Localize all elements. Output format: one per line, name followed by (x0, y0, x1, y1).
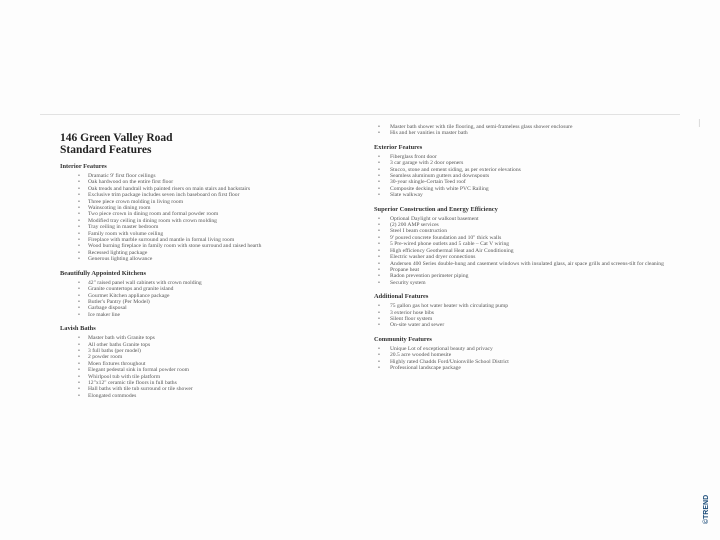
feature-item: • Unique Lot of exceptional beauty and privacy (374, 346, 674, 352)
feature-item: • Three piece crown molding in living room (60, 199, 360, 205)
feature-item: • Slate walkway (374, 192, 674, 198)
left-column (60, 124, 360, 399)
feature-item: • Silent floor system (374, 316, 674, 322)
feature-item: • Security system (374, 280, 674, 286)
feature-item: • Oak treads and handrail with painted risers on main stairs and backstairs (60, 186, 360, 192)
title-address: 146 Green Valley Road (60, 132, 173, 144)
feature-item: • Stucco, stone and cement siding, as per exterior elevations (374, 167, 674, 173)
feature-item: • 75 gallon gas hot water heater with circulating pump (374, 303, 674, 309)
feature-list (60, 335, 360, 399)
right-column (374, 124, 674, 371)
feature-section (374, 124, 674, 137)
feature-item: • Moen fixtures throughout (60, 361, 360, 367)
feature-item: • Modified tray ceiling in dining room with crown molding (60, 218, 360, 224)
feature-item: • His and her vanities in master bath (374, 130, 674, 136)
section-heading: Superior Construction and Energy Efficiency (374, 205, 498, 213)
feature-item: • 20.5 acre wooded homesite (374, 352, 674, 358)
feature-item: • Fiberglass front door (374, 154, 674, 160)
feature-item: • Garbage disposal (60, 305, 360, 311)
feature-list (374, 124, 674, 137)
feature-section (374, 144, 674, 199)
feature-item: • Propane heat (374, 267, 674, 273)
feature-item: • Fireplace with marble surround and mantle in formal living room (60, 237, 360, 243)
feature-item: • Granite countertops and granite island (60, 286, 360, 292)
feature-item: • 12"x12" ceramic tile floors in full baths (60, 380, 360, 386)
feature-item: • Wainscoting in dining room (60, 205, 360, 211)
feature-item: • Ice maker line (60, 312, 360, 318)
feature-item: • Master bath shower with tile flooring, and semi-frameless glass shower enclosure (374, 124, 674, 130)
feature-item: • 3 full baths (per model) (60, 348, 360, 354)
feature-item: • Generous lighting allowance (60, 256, 360, 262)
feature-item: • Professional landscape package (374, 365, 674, 371)
feature-list (60, 280, 360, 318)
corner-mark: | (698, 118, 700, 127)
feature-item: • Wood burning fireplace in family room with stone surround and raised hearth (60, 243, 360, 249)
feature-item: • Oak hardwood on the entire first floor (60, 179, 360, 185)
feature-item: • All other baths Granite tops (60, 342, 360, 348)
feature-list (60, 173, 360, 263)
section-heading: Community Features (374, 335, 432, 343)
feature-item: • Butler's Pantry (Per Model) (60, 299, 360, 305)
feature-item: • Exclusive trim package includes seven inch baseboard on first floor (60, 192, 360, 198)
section-heading: Exterior Features (374, 143, 423, 151)
feature-item: • Elongated commodes (60, 393, 360, 399)
feature-item: • Tray ceiling in master bedroom (60, 224, 360, 230)
feature-item: • 3 exterior hose bibs (374, 310, 674, 316)
feature-item: • Recessed lighting package (60, 250, 360, 256)
feature-item: • Dramatic 9' first floor ceilings (60, 173, 360, 179)
feature-item: • 42" raised panel wall cabinets with crown molding (60, 280, 360, 286)
feature-section (60, 325, 360, 399)
section-heading: Lavish Baths (60, 325, 96, 333)
feature-list (374, 346, 674, 372)
title-subtitle: Standard Features (60, 144, 152, 156)
feature-item: • Whirlpool tub with tile platform (60, 374, 360, 380)
feature-item: • Master bath with Granite tops (60, 335, 360, 341)
feature-item: • Andersen 400 Series double-hung and casement windows with insulated glass, air space grills and screens-tilt for cleaning (374, 261, 674, 267)
trend-logo (702, 488, 712, 530)
feature-item: • Family room with volume ceiling (60, 231, 360, 237)
feature-item: • 5 Pre-wired phone outlets and 5 cable – Cat V wiring (374, 241, 674, 247)
feature-item: • 3 car garage with 2 door openers (374, 160, 674, 166)
section-heading: Additional Features (374, 293, 429, 301)
feature-item: • Composite decking with white PVC Railing (374, 186, 674, 192)
scan-divider (40, 114, 680, 115)
feature-item: • Electric washer and dryer connections (374, 254, 674, 260)
feature-item: • High efficiency Geothermal Heat and Air Conditioning (374, 248, 674, 254)
right-sections (374, 124, 674, 371)
feature-item: • Radon prevention perimeter piping (374, 273, 674, 279)
feature-item: • Gourmet Kitchen appliance package (60, 293, 360, 299)
feature-item: • Two piece crown in dining room and formal powder room (60, 211, 360, 217)
logo-text: ©TREND (703, 494, 711, 524)
feature-item: • On-site water and sewer (374, 322, 674, 328)
feature-section (374, 336, 674, 372)
feature-item: • 2 powder room (60, 354, 360, 360)
page-title (60, 132, 360, 156)
feature-item: • Optional Daylight or walkout basement (374, 216, 674, 222)
feature-section (374, 206, 674, 286)
feature-section (60, 270, 360, 318)
feature-item: • Highly rated Chadds Ford/Unionville School District (374, 359, 674, 365)
feature-item: • Elegant pedestal sink in formal powder room (60, 367, 360, 373)
section-heading: Beautifully Appointed Kitchens (60, 269, 146, 277)
feature-item: • 30-year shingle-Certain Teed roof (374, 179, 674, 185)
feature-list (374, 303, 674, 329)
section-heading: Interior Features (60, 163, 107, 170)
feature-item: • (2) 200 AMP services (374, 222, 674, 228)
feature-item: • Hall baths with tile tub surround or tile shower (60, 386, 360, 392)
feature-item: • Steel I beam construction (374, 228, 674, 234)
feature-list (374, 154, 674, 199)
left-sections (60, 163, 360, 399)
feature-section (60, 163, 360, 263)
feature-list (374, 216, 674, 286)
feature-section (374, 293, 674, 329)
feature-item: • Seamless aluminum gutters and downspouts (374, 173, 674, 179)
feature-item: • 9' poured concrete foundation and 10" thick walls (374, 235, 674, 241)
